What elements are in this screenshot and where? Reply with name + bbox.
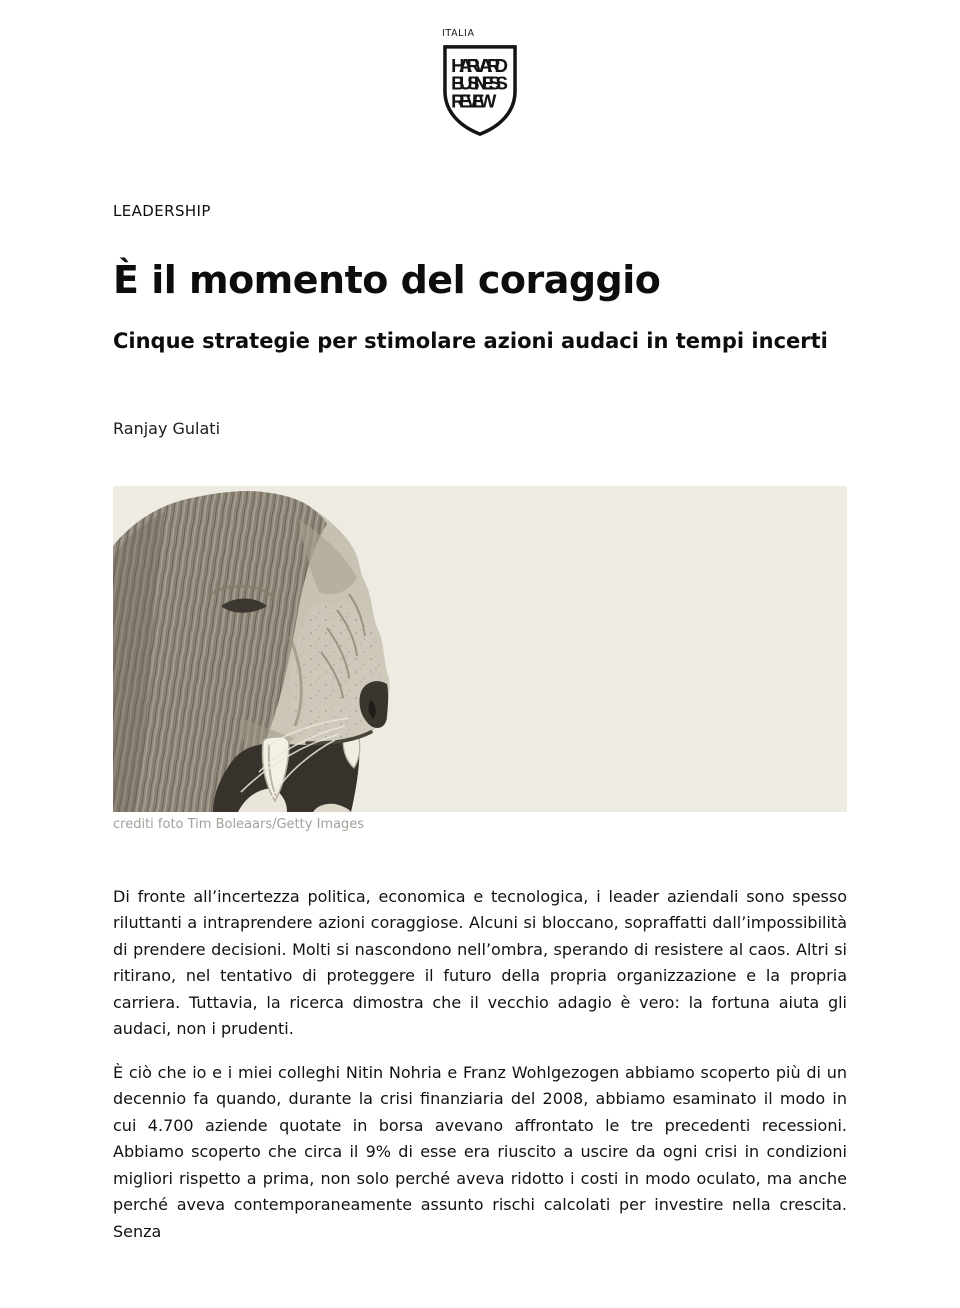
logo-line-review: REVIEW: [451, 90, 497, 112]
paragraph-2: È ciò che io e i miei colleghi Nitin Nohria e Franz Wohlgezogen abbiamo scoperto più di un decennio fa quando, durante la crisi finanziaria del 2008, abbiamo esaminato il modo in cui 4.700 aziende quotate in borsa avevano affrontato le tre precedenti recessioni. Abbiamo scoperto che circa il 9% di esse era riuscito a uscire da ogni crisi in condizioni migliori rispetto a prima, non solo perché aveva ridotto i costi in modo oculato, ma anche perché aveva contemporaneamente assunto rischi calcolati per investire nella crescita. Senza: [113, 1062, 847, 1241]
author-byline: Ranjay Gulati: [113, 418, 221, 438]
logo-line-business: BUSINESS: [451, 72, 509, 94]
logo-region-label: ITALIA: [442, 28, 475, 39]
category-kicker: LEADERSHIP: [113, 202, 211, 220]
hbr-italia-logo: [441, 28, 519, 138]
paragraph-1: Di fronte all’incertezza politica, economica e tecnologica, i leader aziendali sono spesso riluttanti a intraprendere azioni coraggiose. Alcuni si bloccano, sopraffatti dall’impossibilità di prendere decisioni. Molti si nascondono nell’ombra, sperando di resistere al caos. Altri si ritirano, nel tentativo di proteggere il futuro della propria organizzazione e la propria carriera. Tuttavia, la ricerca dimostra che il vecchio adagio è vero: la fortuna aiuta gli audaci, non i prudenti.: [113, 886, 847, 1039]
logo-line-harvard: HARVARD: [451, 54, 509, 76]
article: [113, 202, 847, 1245]
hbr-shield-icon: [441, 43, 519, 138]
photo-credit: crediti foto Tim Boleaars/Getty Images: [113, 816, 365, 832]
lion-photo: [113, 486, 847, 812]
hero-figure: [113, 486, 847, 832]
article-body: [113, 884, 847, 1246]
article-title: È il momento del coraggio: [113, 258, 661, 302]
article-subtitle: Cinque strategie per stimolare azioni audaci in tempi incerti: [113, 328, 828, 353]
